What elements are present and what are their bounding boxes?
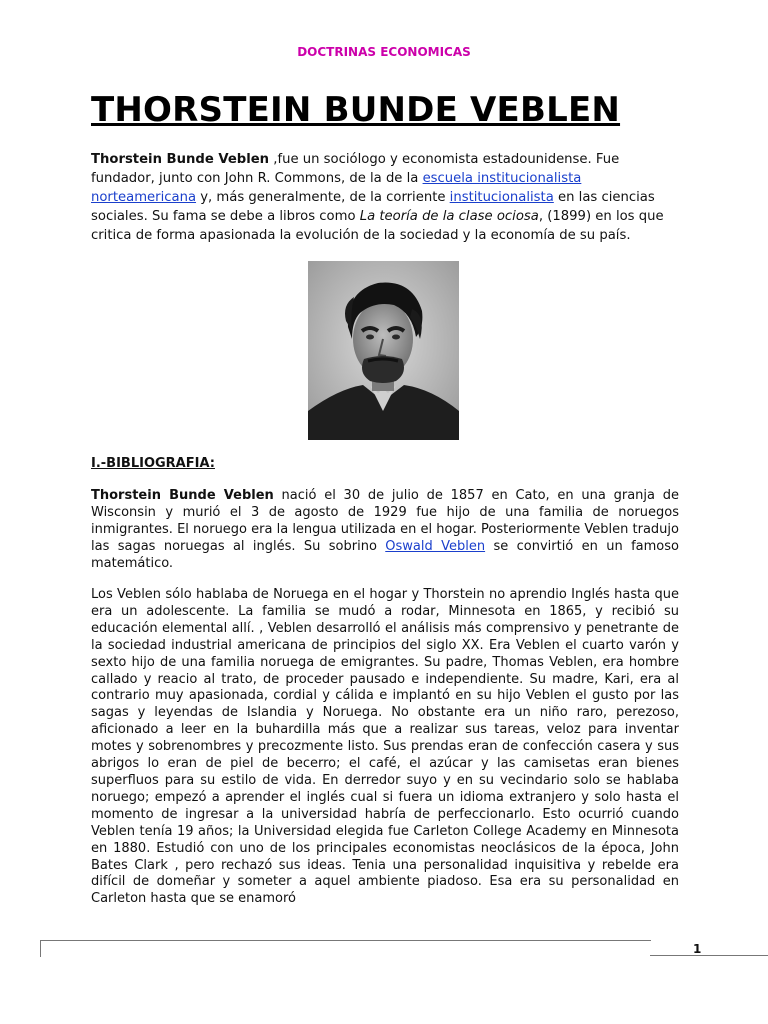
portrait-photo xyxy=(308,261,459,440)
intro-paragraph xyxy=(91,150,686,245)
link-oswald-veblen[interactable]: Oswald Veblen xyxy=(385,538,486,554)
bio-text-1: nació el 30 de julio de 1857 en Cato, en una granja de Wisconsin y murió el 3 de agosto de 1929 fue hijo de una familia de noruegos inmigrantes. El noruego era la lengua utilizada en el hogar. Posteriormente Veblen tradujo las sagas noruegas al inglés. Su sobrino xyxy=(91,488,679,554)
intro-text-1: ,fue un sociólogo y economista estadounidense. Fue fundador, junto con John R. Commons, de la de la xyxy=(91,152,620,186)
bio-subject-name: Thorstein Bunde Veblen xyxy=(91,488,274,503)
page-title: THORSTEIN BUNDE VEBLEN xyxy=(91,90,621,130)
intro-book-title: La teoría de la clase ociosa xyxy=(359,209,539,224)
portrait-illustration xyxy=(308,261,459,440)
footer-rule xyxy=(650,955,768,956)
bio-paragraph-2: Los Veblen sólo hablaba de Noruega en el hogar y Thorstein no aprendio Inglés hasta que era un adolescente. La familia se mudó a rodar, Minnesota en 1865, y recibió su educación elemental allí. , Veblen desarrolló el análisis más comprensivo y penetrante de la sociedad industrial americana de principios del siglo XX. Era Veblen el cuarto varón y sexto hijo de una familia noruega de emigrantes. Su padre, Thomas Veblen, era hombre callado y reacio al trato, de proceder pausado e independiente. Su madre, Kari, era al contrario muy apasionada, cordial y cálida e implantó en su hijo Veblen el gusto por las sagas y leyendas de Islandia y Noruega. No obstante era un niño raro, perezoso, aficionado a leer en la buhardilla más que a realizar sus tareas, veloz para inventar motes y sobrenombres y precozmente listo. Sus prendas eran de confección casera y sus abrigos lo eran de piel de becerro; el café, el azúcar y las camisetas eran bienes superfluos para su estilo de vida. En derredor suyo y en su vecindario solo se hablaba noruego; empezó a aprender el inglés cual si fuera un idioma extranjero y solo hasta el momento de ingresar a la universidad habría de perfeccionarlo. Esto ocurrió cuando Veblen tenía 19 años; la Universidad elegida fue Carleton College Academy en Minnesota en 1880. Estudió con uno de los principales economistas neoclásicos de la época, John Bates Clark , pero rechazó sus ideas. Tenia una personalidad inquisitiva y rebelde era difícil de domeñar y someter a aquel ambiente piadoso. Esa era su personalidad en Carleton hasta que se enamoró xyxy=(91,587,679,907)
intro-text-3: en las ciencias sociales. Su fama se debe a libros como xyxy=(91,190,655,224)
link-institucionalista[interactable]: institucionalista xyxy=(449,190,554,205)
bio-paragraph-1 xyxy=(91,488,679,573)
section-heading-bibliografia: I.-BIBLIOGRAFIA: xyxy=(91,456,215,471)
intro-text-2: y, más generalmente, de la corriente xyxy=(196,190,450,205)
bio-text-2: se convirtió en un famoso matemático. xyxy=(91,538,679,571)
page-number: 1 xyxy=(693,942,702,956)
intro-subject-name: Thorstein Bunde Veblen xyxy=(91,152,270,167)
footer-border xyxy=(40,940,651,957)
link-escuela-institucionalista[interactable]: escuela institucionalista norteamericana xyxy=(91,171,582,205)
intro-text-4: , (1899) en los que critica de forma apasionada la evolución de la sociedad y la economía de su país. xyxy=(91,209,664,243)
running-header: DOCTRINAS ECONOMICAS xyxy=(297,45,471,59)
